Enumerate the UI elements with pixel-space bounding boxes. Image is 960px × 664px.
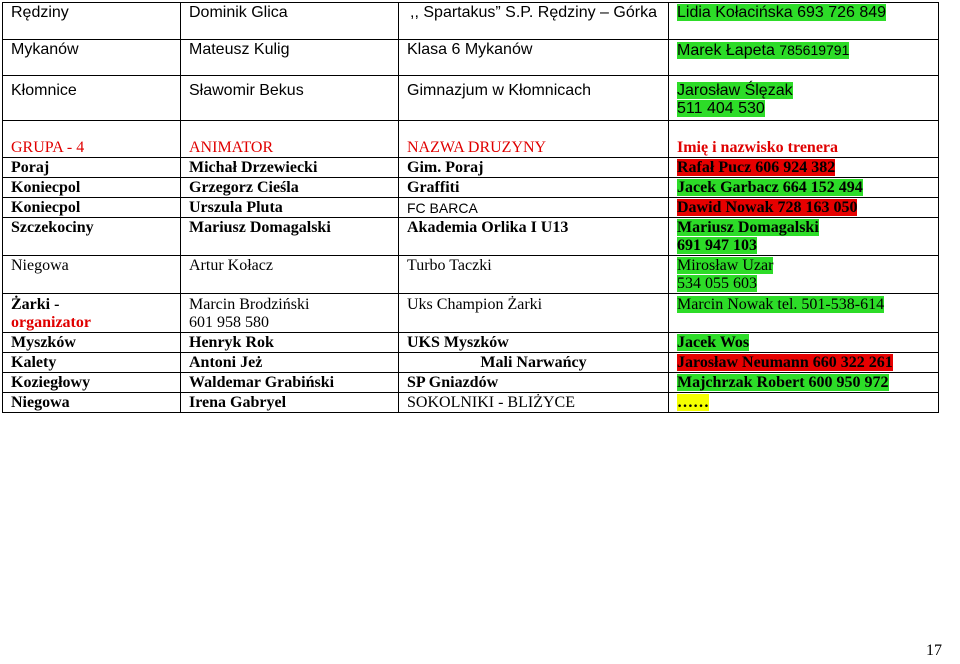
coach-cell xyxy=(669,393,939,413)
coach-name: Jarosław Ślęzak xyxy=(677,82,793,99)
group-label: GRUPA - 4 xyxy=(3,121,181,158)
coach-cell xyxy=(669,76,939,121)
coach-cell xyxy=(669,256,939,294)
animator-cell: Irena Gabryel xyxy=(181,393,399,413)
team-cell: Mali Narwańcy xyxy=(399,353,669,373)
animator-cell: Mateusz Kulig xyxy=(181,40,399,76)
animator-phone: 601 958 580 xyxy=(189,314,269,331)
team-cell: Uks Champion Żarki xyxy=(399,294,669,333)
animator-cell: Michał Drzewiecki xyxy=(181,158,399,178)
city-cell: Poraj xyxy=(3,158,181,178)
coach-name: Mirosław Uzar xyxy=(677,257,774,274)
organizer-label: organizator xyxy=(11,314,91,331)
coach-highlight: Marcin Nowak tel. 501-538-614 xyxy=(677,296,885,313)
team-cell: Gim. Poraj xyxy=(399,158,669,178)
coach-cell xyxy=(669,353,939,373)
coach-highlight: Majchrzak Robert 600 950 972 xyxy=(677,374,889,391)
group-header-row xyxy=(3,121,939,158)
city-cell: Mykanów xyxy=(3,40,181,76)
team-cell: Turbo Taczki xyxy=(399,256,669,294)
team-cell: SOKOLNIKI - BLIŻYCE xyxy=(399,393,669,413)
city-cell: Koniecpol xyxy=(3,198,181,218)
table-row xyxy=(3,373,939,393)
animator-cell: Artur Kołacz xyxy=(181,256,399,294)
coach-phone: 785619791 xyxy=(779,42,850,58)
animator-cell: Urszula Pluta xyxy=(181,198,399,218)
team-cell: FC BARCA xyxy=(399,198,669,218)
coach-cell xyxy=(669,178,939,198)
city-cell: Kłomnice xyxy=(3,76,181,121)
coach-highlight xyxy=(677,42,849,59)
coach-name: Marek Łapeta xyxy=(677,42,775,59)
table-row xyxy=(3,256,939,294)
city-cell: Myszków xyxy=(3,333,181,353)
city-name: Żarki - xyxy=(11,296,60,313)
animator-cell: Antoni Jeż xyxy=(181,353,399,373)
coach-cell xyxy=(669,333,939,353)
table-row xyxy=(3,76,939,121)
team-cell: UKS Myszków xyxy=(399,333,669,353)
table-row xyxy=(3,218,939,256)
coach-name: Mariusz Domagalski xyxy=(677,219,819,236)
coach-highlight: Dawid Nowak 728 163 050 xyxy=(677,199,858,216)
animator-cell: Grzegorz Cieśla xyxy=(181,178,399,198)
animator-cell: Dominik Glica xyxy=(181,3,399,40)
coach-highlight: Rafał Pucz 606 924 382 xyxy=(677,159,836,176)
team-cell: ,, Spartakus” S.P. Rędziny – Górka xyxy=(399,3,669,40)
coach-cell xyxy=(669,218,939,256)
coach-cell xyxy=(669,373,939,393)
table-row xyxy=(3,198,939,218)
city-cell: Koziegłowy xyxy=(3,373,181,393)
coach-phone: 534 055 603 xyxy=(677,275,757,292)
animator-cell: Mariusz Domagalski xyxy=(181,218,399,256)
coach-phone: 691 947 103 xyxy=(677,237,757,254)
animator-name: Marcin Brodziński xyxy=(189,296,310,313)
city-cell: Szczekociny xyxy=(3,218,181,256)
table-row xyxy=(3,158,939,178)
team-cell: Akademia Orlika I U13 xyxy=(399,218,669,256)
table-row xyxy=(3,178,939,198)
coach-cell xyxy=(669,294,939,333)
coach-cell xyxy=(669,198,939,218)
table-row xyxy=(3,40,939,76)
team-header: NAZWA DRUZYNY xyxy=(399,121,669,158)
team-cell: SP Gniazdów xyxy=(399,373,669,393)
city-cell: Rędziny xyxy=(3,3,181,40)
coach-phone: 511 404 530 xyxy=(677,100,765,117)
city-cell: Kalety xyxy=(3,353,181,373)
coach-highlight: Jacek Garbacz 664 152 494 xyxy=(677,179,863,196)
animator-cell xyxy=(181,294,399,333)
animator-cell: Henryk Rok xyxy=(181,333,399,353)
coach-header: Imię i nazwisko trenera xyxy=(669,121,939,158)
table-row xyxy=(3,294,939,333)
table-row xyxy=(3,333,939,353)
city-cell: Koniecpol xyxy=(3,178,181,198)
team-cell: Klasa 6 Mykanów xyxy=(399,40,669,76)
animator-header: ANIMATOR xyxy=(181,121,399,158)
city-cell: Niegowa xyxy=(3,393,181,413)
coach-highlight: Jacek Wos xyxy=(677,334,750,351)
coach-cell xyxy=(669,158,939,178)
team-cell: Gimnazjum w Kłomnicach xyxy=(399,76,669,121)
table-row xyxy=(3,393,939,413)
coach-cell xyxy=(669,40,939,76)
coach-highlight: Jarosław Neumann 660 322 261 xyxy=(677,354,893,371)
table-row xyxy=(3,3,939,40)
coach-highlight: …… xyxy=(677,394,709,411)
group-table xyxy=(2,2,939,413)
animator-cell: Waldemar Grabiński xyxy=(181,373,399,393)
animator-cell: Sławomir Bekus xyxy=(181,76,399,121)
city-cell xyxy=(3,294,181,333)
coach-highlight: Lidia Kołacińska 693 726 849 xyxy=(677,4,887,21)
coach-cell xyxy=(669,3,939,40)
team-cell: Graffiti xyxy=(399,178,669,198)
page-number: 17 xyxy=(926,642,942,659)
table-row xyxy=(3,353,939,373)
city-cell: Niegowa xyxy=(3,256,181,294)
